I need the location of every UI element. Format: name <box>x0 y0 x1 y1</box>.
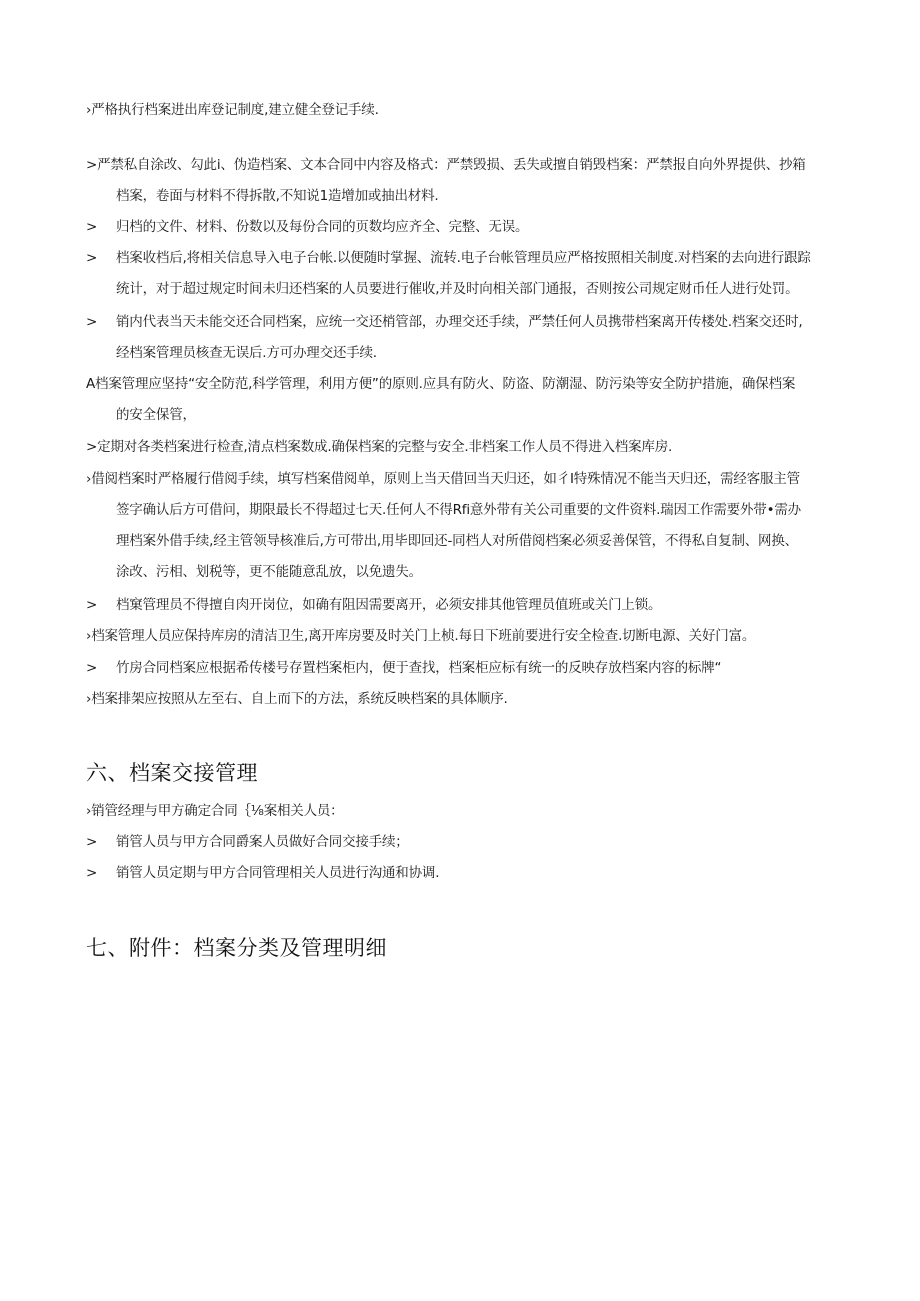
rule-item-6 <box>86 369 838 431</box>
handover-item-3 <box>86 858 838 889</box>
rule-item-8 <box>86 464 838 588</box>
rule-item-11 <box>86 653 838 684</box>
section-heading-7: 七、附件：档案分类及管理明细 <box>86 936 387 960</box>
rule-text: 销内代表当天未能交还合同档案，应统一交还梢管部，办理交还手续，严禁任何人员携带档案离开传楼处.档案交还时, <box>116 314 803 330</box>
rule-item-10 <box>86 621 838 652</box>
rule-text-continued: 理档案外借手续,经主管领导核准后,方可带出,用毕即回还-同档人对所借阅档案必须妥善保管，不得私自复制、网换、 <box>116 533 798 549</box>
bullet-marker: › <box>86 102 92 118</box>
handover-text: 销管人员定期与甲方合同管理相关人员进行沟通和协调. <box>116 865 440 881</box>
rule-text-continued: 的安全保管， <box>116 407 196 423</box>
handover-item-2 <box>86 827 838 858</box>
handover-text: 销管人员与甲方合同爵案人员做好合同交接手续； <box>116 834 409 850</box>
rule-text-continued: 档案，卷面与材料不得拆散,不知说1造增加或抽出材料. <box>116 188 439 204</box>
bullet-marker: > <box>86 597 98 613</box>
bullet-marker: › <box>86 691 92 707</box>
bullet-marker: > <box>86 660 98 676</box>
rule-item-2 <box>86 150 838 212</box>
rule-text: 竹房合同档案应根据希传楼号存置档案柜内，便于查找，档案柜应标有统一的反映存放档案内容的标牌“ <box>116 660 722 676</box>
bullet-marker: > <box>86 157 98 173</box>
rule-item-5 <box>86 307 838 369</box>
rule-text: 严禁私自涂改、勾此i、伪造档案、文本合同中内容及格式：严禁毁损、丢失或擅自销毁档案：严禁报自向外界提供、抄箱 <box>97 157 806 173</box>
bullet-marker: › <box>86 471 92 487</box>
bullet-marker: A <box>86 376 96 392</box>
bullet-marker: > <box>86 865 98 881</box>
rule-text: 档窠管理员不得擅自肉开岗位，如确有阻因需要离开，必须安排其他管理员值班或关门上锁。 <box>116 597 662 613</box>
handover-item-1 <box>86 796 838 827</box>
rule-text: 严格执行档案进出库登记制度,建立健全登记手续. <box>91 102 379 118</box>
rule-item-1 <box>86 95 838 126</box>
rule-item-7 <box>86 432 838 463</box>
rule-text: 档案收档后,将相关信息导入电子台帐.以便随时掌握、流转.电子台帐管理员应严格按照相关制度.对档案的去向进行跟踪 <box>116 250 811 266</box>
rule-text: 档案管理人员应保持库房的清洁卫生,离开库房要及时关门上桢.每日下班前要进行安全检查.切断电源、关好门富。 <box>91 628 756 644</box>
rule-text: 档案管理应坚持“安全防范,科学管理，利用方便”的原则.应具有防火、防盗、防潮湿、防污染等安全防护措施，确保档案 <box>95 376 796 392</box>
bullet-marker: > <box>86 250 98 266</box>
rule-text-continued: 经档案管理员核查无误后.方可办理交还手续. <box>116 345 377 361</box>
rule-item-12 <box>86 684 838 715</box>
rule-text: 定期对各类档案进行检查,清点档案数成.确保档案的完整与安全.非档案工作人员不得进入档案库房. <box>97 439 673 455</box>
rule-text-continued: 涂改、污相、划税等，更不能随意乱放，以免遗失。 <box>116 564 422 580</box>
section-heading-6: 六、档案交接管理 <box>86 761 258 785</box>
rule-text: 档案排架应按照从左至右、自上而下的方法，系统反映档案的具体顺序. <box>91 691 508 707</box>
rule-item-3 <box>86 212 838 243</box>
bullet-marker: > <box>86 314 98 330</box>
rule-item-4 <box>86 243 838 305</box>
rule-item-9 <box>86 590 838 621</box>
rule-text-continued: 签字确认后方可借问，期限最长不得超过七天.任何人不得Rfi意外带有关公司重要的文件资料.瑞因工作需要外带•需办 <box>116 502 801 518</box>
rule-text-continued: 统计，对于超过规定时间未归还档案的人员要进行催收,并及时向相关部门通报，否则按公司规定财币任人进行处罚。 <box>116 281 799 297</box>
rule-text: 借阅档案时严格履行借阅手续，填写档案借阅单，原则上当天借回当天归还，如彳I特殊情况不能当天归还，需经客服主管 <box>91 471 800 487</box>
bullet-marker: > <box>86 219 98 235</box>
bullet-marker: > <box>86 439 98 455</box>
rule-text: 归档的文件、材料、份数以及每份合同的页数均应齐全、完整、无误。 <box>116 219 529 235</box>
handover-text: 销管经理与甲方确定合同｛⅛案相关人员： <box>91 803 344 819</box>
bullet-marker: › <box>86 628 92 644</box>
bullet-marker: › <box>86 803 92 819</box>
bullet-marker: > <box>86 834 98 850</box>
